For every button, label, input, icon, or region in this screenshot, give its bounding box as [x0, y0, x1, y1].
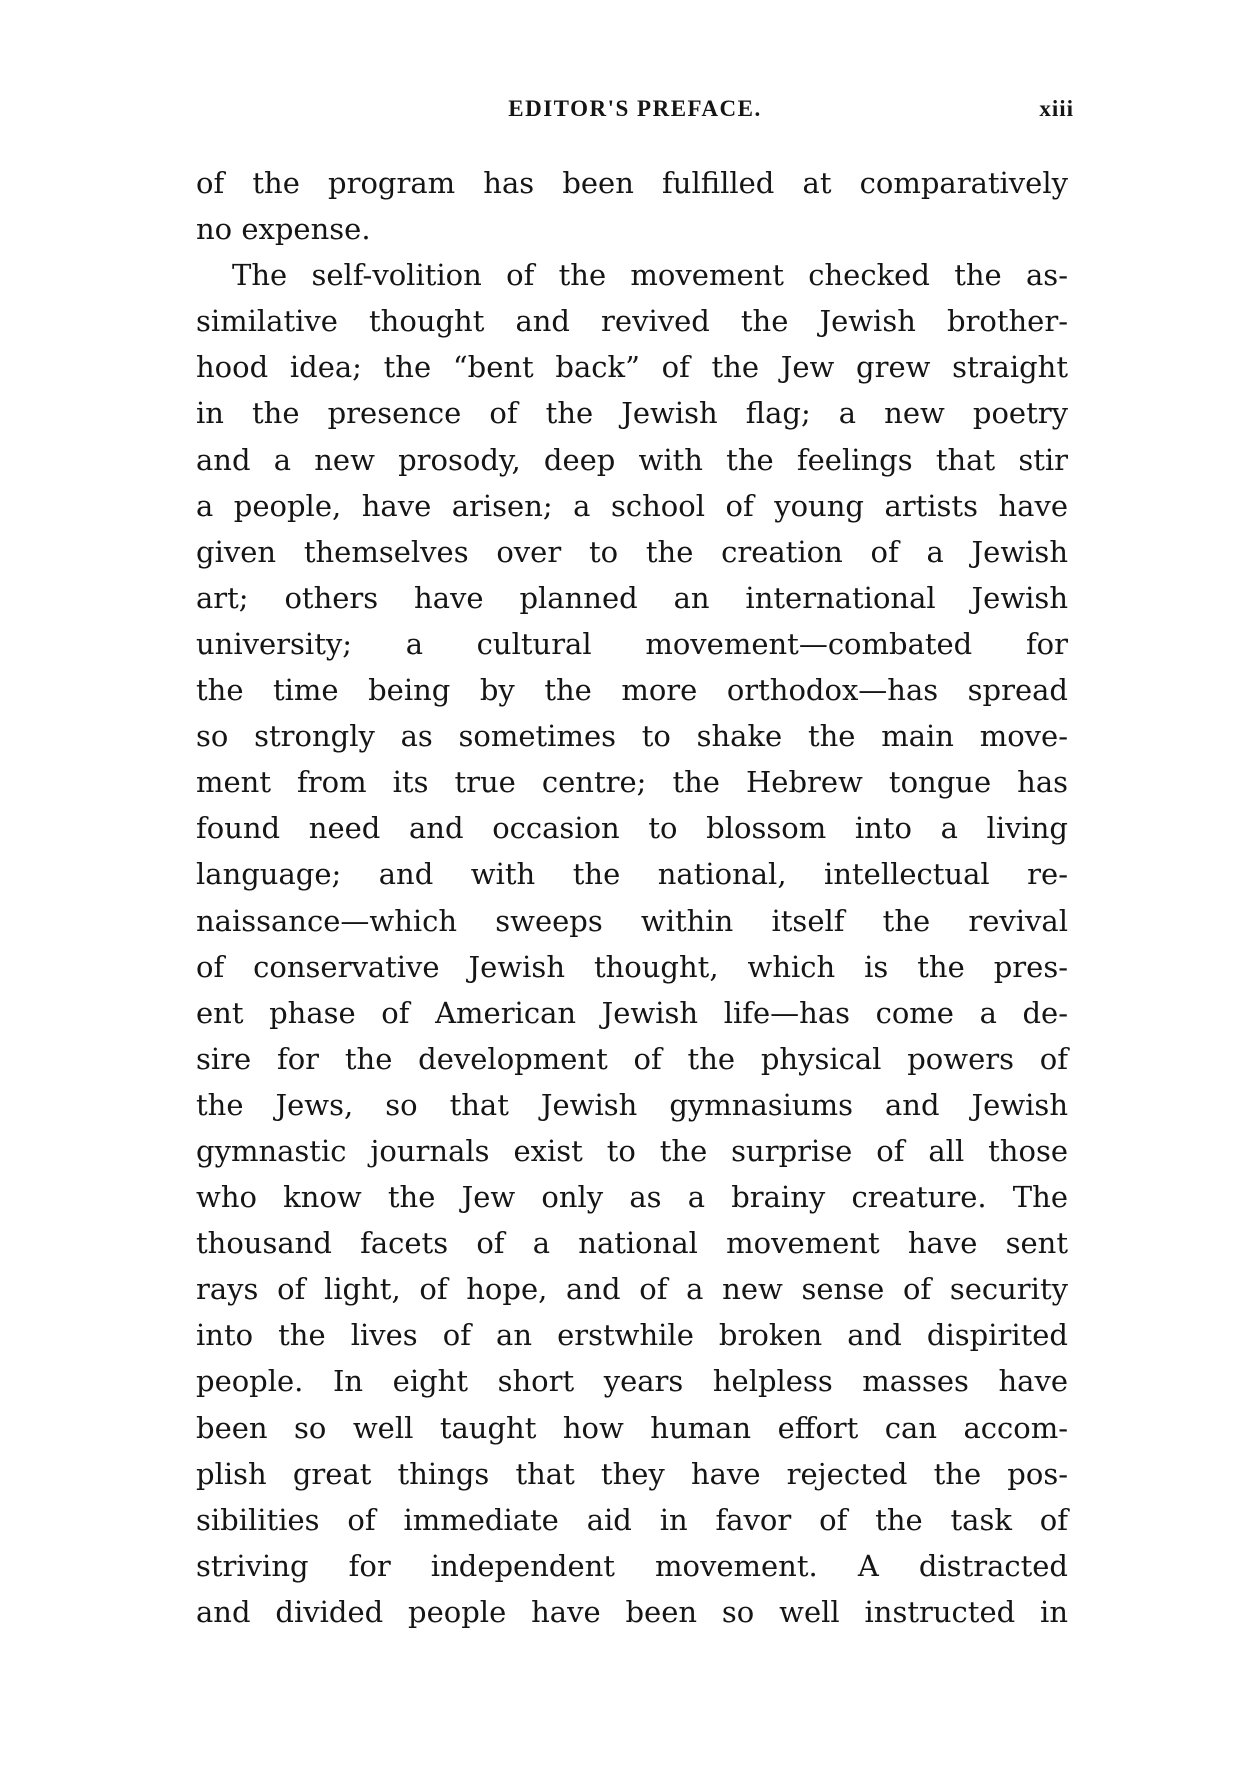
text-line: ent phase of American Jewish life—has come a de- — [196, 995, 1068, 1030]
text-line: and a new prosody, deep with the feelings that stir — [196, 442, 1068, 477]
text-line: in the presence of the Jewish flag; a new poetry — [196, 396, 1068, 431]
text-line: art; others have planned an international Jewish — [196, 580, 1068, 615]
body-text — [196, 160, 1068, 1635]
text-line: a people, have arisen; a school of young artists have — [196, 488, 1068, 523]
text-line: and divided people have been so well instructed in — [196, 1594, 1068, 1629]
text-line: hood idea; the “bent back” of the Jew grew straight — [196, 350, 1068, 385]
text-line: gymnastic journals exist to the surprise of all those — [196, 1133, 1068, 1168]
text-line: sire for the development of the physical powers of — [196, 1041, 1068, 1076]
text-line: naissance—which sweeps within itself the revival — [196, 903, 1068, 938]
running-head — [196, 96, 1074, 130]
text-line: been so well taught how human effort can accom- — [196, 1410, 1068, 1445]
text-line: plish great things that they have rejected the pos- — [196, 1456, 1068, 1491]
text-line: given themselves over to the creation of a Jewish — [196, 534, 1068, 569]
text-line: striving for independent movement. A distracted — [196, 1548, 1068, 1583]
text-line: rays of light, of hope, and of a new sense of security — [196, 1272, 1068, 1307]
text-line: thousand facets of a national movement have sent — [196, 1226, 1068, 1261]
running-title: EDITOR'S PREFACE. — [508, 96, 762, 121]
text-line: sibilities of immediate aid in favor of the task of — [196, 1502, 1068, 1537]
text-line: the time being by the more orthodox—has spread — [196, 673, 1068, 708]
text-line: into the lives of an erstwhile broken and dispirited — [196, 1318, 1068, 1353]
text-line: language; and with the national, intellectual re- — [196, 857, 1068, 892]
text-line: ment from its true centre; the Hebrew tongue has — [196, 765, 1068, 800]
text-line: no expense. — [196, 212, 371, 247]
text-line: university; a cultural movement—combated for — [196, 626, 1068, 661]
page-number: xiii — [1039, 96, 1074, 121]
text-line: found need and occasion to blossom into a living — [196, 811, 1068, 846]
text-line: who know the Jew only as a brainy creature. The — [196, 1180, 1068, 1215]
text-line: similative thought and revived the Jewish brother- — [196, 304, 1068, 339]
text-line: people. In eight short years helpless masses have — [196, 1364, 1068, 1399]
text-line: of conservative Jewish thought, which is the pres- — [196, 949, 1068, 984]
text-line: the Jews, so that Jewish gymnasiums and Jewish — [196, 1087, 1068, 1122]
text-line: of the program has been fulfilled at comparatively — [196, 166, 1068, 200]
text-line: so strongly as sometimes to shake the main move- — [196, 719, 1068, 754]
paragraph-start-line: The self-volition of the movement checked the as- — [232, 258, 1068, 293]
